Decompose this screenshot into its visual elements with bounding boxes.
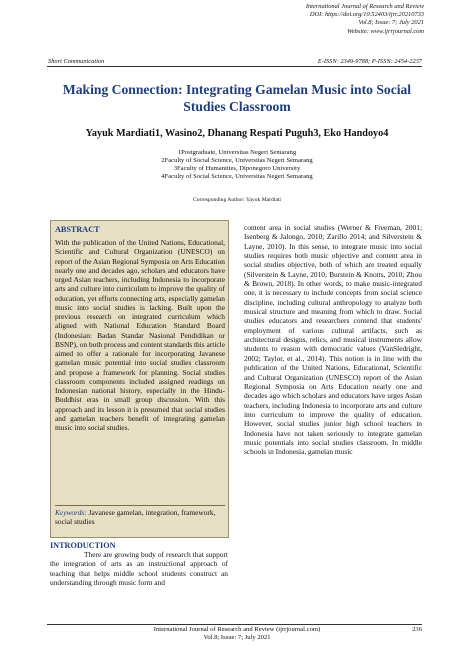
keywords-text: Javanese gamelan, integration, framework, social studies [55, 508, 216, 527]
issn-info: E-ISSN: 2349-9788; P-ISSN: 2454-2237 [317, 58, 422, 65]
volume-info: Vol.8; Issue: 7; July 2021 [358, 19, 424, 27]
author-names: Yayuk Mardiati1, Wasino2, Dhanang Respati Puguh3, Eko Handoyo4 [85, 128, 389, 139]
abstract-text: With the publication of the United Nations, Educational, Scientific and Cultural Organization (UNESCO) on report of the Asian Regional Symposia on Arts Education nearly one and decades ago, scholars and educators have urged Asian teachers, including Indonesia to incorporate arts and culture into curriculum to improve the quality of education, yet efforts connecting arts, especially gamelan music into social studies is lacking. Built upon the previous research on integrated curriculum which aligned with National Education Standard Board (Indonesian: Badan Standar Nasional Pendidikan or BSNP), on both process and content standards this article aimed to offer a rationale for incorporating Javanese gamelan music potential into social studies classroom and propose a framework for planning. Social studies classroom components included assigned readings on Indonesian national history, especially in the Hindu-Buddhist eras in small group discussion. With this approach and its lesson it is presumed that social studies and gamelan teachers benefit of integrating gamelan music into social studies. [55, 238, 225, 432]
author-list [45, 128, 429, 139]
affiliation-4: 4Faculty of Social Science, Universitas Negeri Semarang [161, 172, 313, 180]
footer-divider [47, 624, 422, 625]
doi-link[interactable]: DOI: https://doi.org/10.52403/ijrr.20210733 [309, 11, 424, 19]
journal-header [184, 3, 424, 36]
right-column-text: content area in social studies (Werner & Freeman, 2001; Isenberg & Jalongo, 2010; Zarillo 2014; and Silverstein & Layne, 2010). In this sense, to integrate music into social studies requires both music objective and content area in social studies objective, both of which are treated equally (Silverstein & Layne, 2010; Burstein & Knotts, 2010; Zhou & Brown, 2018). In other words, to make music-integrated one, it is necessary to include concepts from social science discipline, including cultural anthropology to analyze both musical structure and meaning from which to draw. Social studies educators and researchers contend that students' employment of various cultural artifacts, such as architectural designs, relics, and musical instruments allow students to reason with democratic values (VanSledright, 2002; Taylor, et al., 2014). This notion is in line with the publication of the United Nations, Educational, Scientific and Cultural Organization (UNESCO) report of the Asian Regional Symposia on Arts Education nearly one and decades ago which scholars and educators have urges Asian teachers, including Indonesia to incorporate arts and culture into curriculum to improve the quality of education. However, social studies junior high school teachers in Indonesia have not taken seriously to integrate gamelan music potentials into social studies classroom. In middle schools in Indonesia, gamelan music [244, 223, 422, 457]
section-label: Short Communication [48, 58, 105, 65]
journal-name: International Journal of Research and Review [305, 3, 424, 10]
footer-volume: Vol.8; Issue: 7; July 2021 [203, 634, 271, 641]
introduction-heading: INTRODUCTION [50, 541, 116, 550]
affiliation-1: 1Postgraduate, Universitas Negeri Semarang [177, 149, 297, 156]
paper-title: Making Connection: Integrating Gamelan Music into Social Studies Classroom [62, 82, 412, 114]
header-divider [47, 66, 422, 67]
affiliation-2: 2Faculty of Social Science, Universitas Negeri Semarang [161, 156, 313, 164]
introduction-text: There are growing body of research that support the integration of arts as an instructional approach of teaching that helps middle school students construct an understanding through music form and [50, 550, 228, 588]
keywords-label: Keywords: [55, 508, 87, 517]
affiliation-3: 3Faculty of Humanities, Diponegoro University [173, 164, 301, 172]
corresponding-author: Corresponding Author: Yayuk Mardiati [193, 197, 281, 203]
page-number: 236 [412, 626, 422, 633]
footer-journal: International Journal of Research and Review (ijrrjournal.com) [153, 626, 321, 633]
page-footer [45, 626, 429, 642]
affiliations [45, 149, 429, 181]
website-link[interactable]: Website: www.ijrrjournal.com [347, 27, 424, 35]
abstract-heading: ABSTRACT [55, 225, 100, 234]
keywords [55, 508, 225, 527]
keywords-divider [55, 505, 225, 506]
